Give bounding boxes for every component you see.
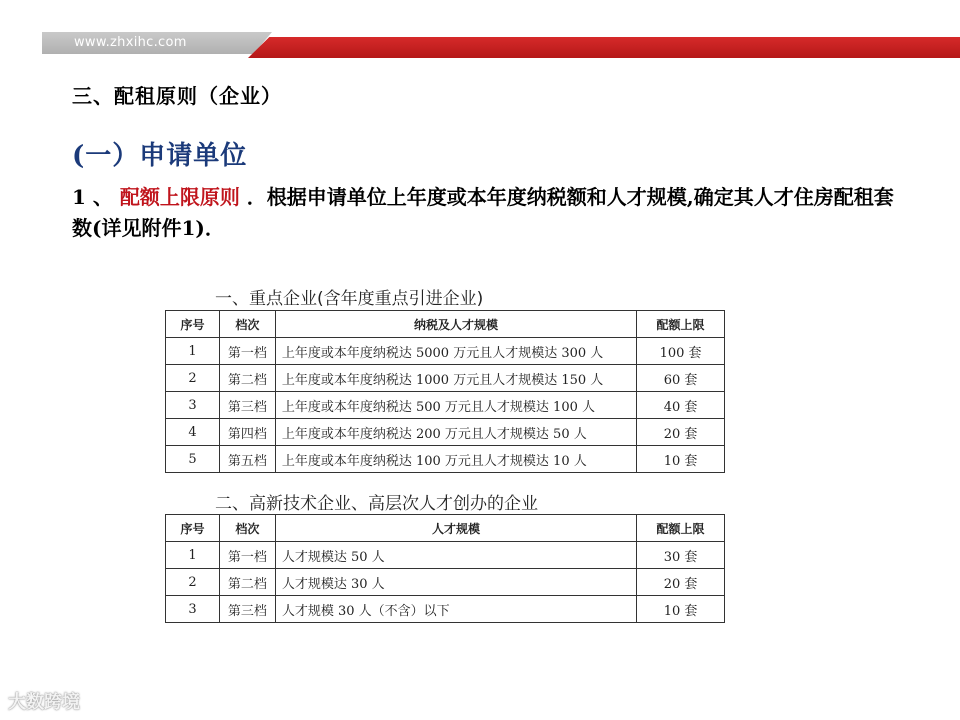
- table-row: [166, 392, 725, 419]
- cell-quota: 10 套: [637, 596, 725, 623]
- cell-quota: 20 套: [637, 419, 725, 446]
- table2-caption: 二、高新技术企业、高层次人才创办的企业: [215, 494, 538, 514]
- cell-tier: 第五档: [219, 446, 275, 473]
- cell-criteria: 上年度或本年度纳税达 5000 万元且人才规模达 300 人: [275, 338, 636, 365]
- table-row: [166, 419, 725, 446]
- cell-index: 4: [166, 419, 220, 446]
- table1-caption: 一、重点企业(含年度重点引进企业): [215, 289, 484, 309]
- cell-quota: 10 套: [637, 446, 725, 473]
- section-title: 三、配租原则（企业）: [72, 84, 282, 108]
- cell-quota: 20 套: [637, 569, 725, 596]
- header-banner: [0, 0, 960, 60]
- cell-criteria: 人才规模 30 人（不含）以下: [275, 596, 636, 623]
- table-row: [166, 365, 725, 392]
- cell-index: 2: [166, 365, 220, 392]
- cell-quota: 100 套: [637, 338, 725, 365]
- watermark-logo: 大数跨境: [8, 692, 80, 713]
- cell-criteria: 上年度或本年度纳税达 100 万元且人才规模达 10 人: [275, 446, 636, 473]
- cell-criteria: 上年度或本年度纳税达 1000 万元且人才规模达 150 人: [275, 365, 636, 392]
- table-row: [166, 596, 725, 623]
- cell-tier: 第四档: [219, 419, 275, 446]
- table-row: [166, 446, 725, 473]
- cell-index: 5: [166, 446, 220, 473]
- table-row: [166, 542, 725, 569]
- table-hightech-enterprises: [165, 514, 725, 623]
- cell-criteria: 上年度或本年度纳税达 200 万元且人才规模达 50 人: [275, 419, 636, 446]
- cell-index: 2: [166, 569, 220, 596]
- cell-criteria: 上年度或本年度纳税达 500 万元且人才规模达 100 人: [275, 392, 636, 419]
- header-red-bar: [248, 37, 960, 58]
- cell-index: 1: [166, 542, 220, 569]
- col-header: 配额上限: [637, 311, 725, 338]
- table-row: [166, 569, 725, 596]
- cell-quota: 40 套: [637, 392, 725, 419]
- cell-tier: 第二档: [219, 365, 275, 392]
- col-header: 序号: [166, 515, 220, 542]
- cell-index: 3: [166, 392, 220, 419]
- cell-tier: 第二档: [219, 569, 275, 596]
- cell-index: 1: [166, 338, 220, 365]
- quota-paragraph: [72, 182, 912, 244]
- cell-tier: 第三档: [219, 392, 275, 419]
- para-prefix: 1 、: [72, 185, 120, 209]
- col-header: 档次: [219, 515, 275, 542]
- col-header: 序号: [166, 311, 220, 338]
- cell-tier: 第三档: [219, 596, 275, 623]
- cell-index: 3: [166, 596, 220, 623]
- col-header: 配额上限: [637, 515, 725, 542]
- table-header-row: [166, 515, 725, 542]
- cell-criteria: 人才规模达 30 人: [275, 569, 636, 596]
- col-header: 纳税及人才规模: [275, 311, 636, 338]
- cell-quota: 60 套: [637, 365, 725, 392]
- table-key-enterprises: [165, 310, 725, 473]
- cell-tier: 第一档: [219, 542, 275, 569]
- site-url[interactable]: www.zhxihc.com: [74, 35, 187, 50]
- cell-quota: 30 套: [637, 542, 725, 569]
- table-row: [166, 338, 725, 365]
- table-header-row: [166, 311, 725, 338]
- sub-title: (一）申请单位: [72, 141, 248, 171]
- col-header: 档次: [219, 311, 275, 338]
- col-header: 人才规模: [275, 515, 636, 542]
- para-rest: ．根据申请单位上年度或本年度纳税额和人才规模,确定其人才住房配租套数(详见附件1)．: [72, 185, 894, 240]
- cell-tier: 第一档: [219, 338, 275, 365]
- cell-criteria: 人才规模达 50 人: [275, 542, 636, 569]
- para-highlight: 配额上限原则: [119, 185, 240, 209]
